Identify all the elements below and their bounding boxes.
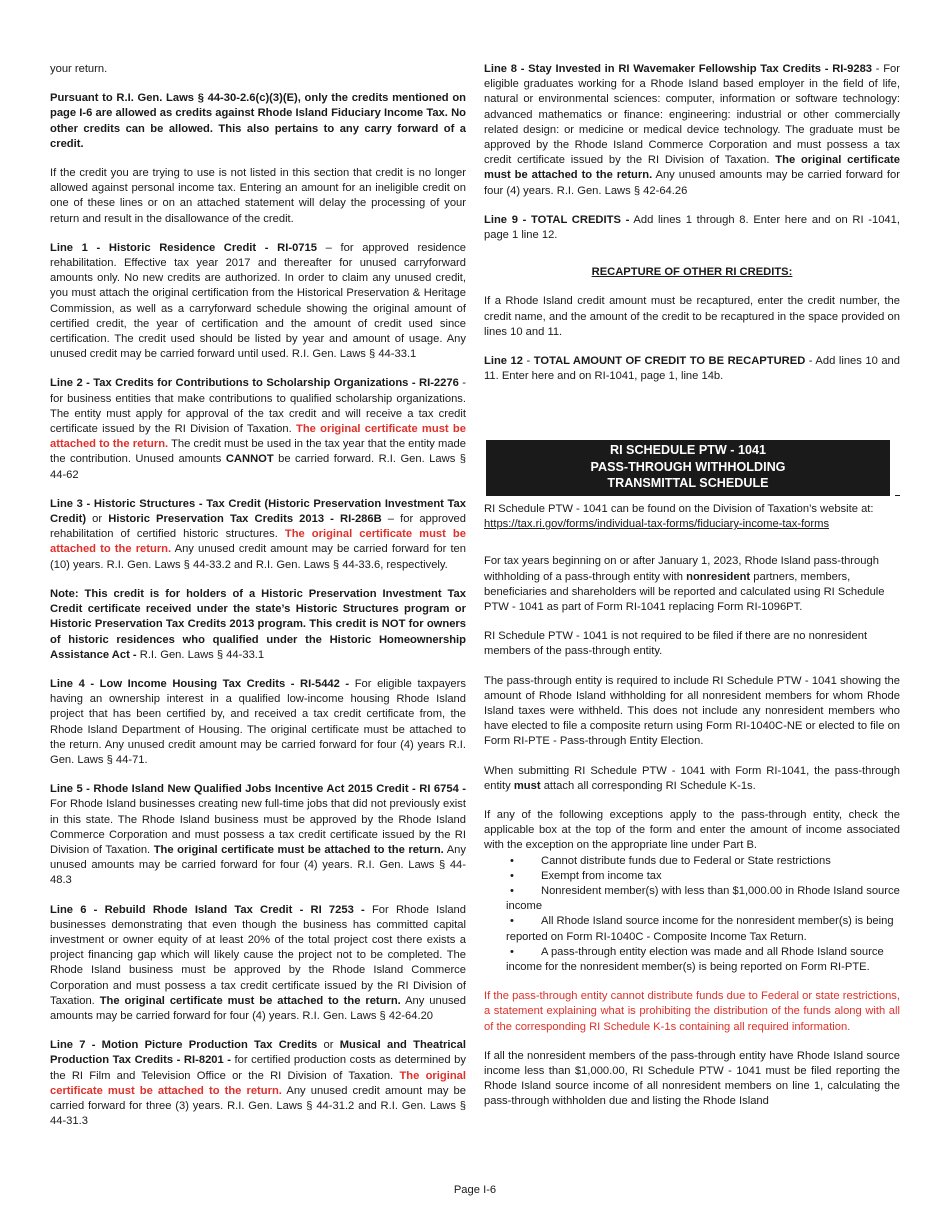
exception-text: A pass-through entity election was made and all Rhode Island source income for the nonresident member(s) is being reported on Form RI-PTE. <box>506 945 884 974</box>
exception-text: Cannot distribute funds due to Federal or State restrictions <box>541 854 831 867</box>
line-1-paragraph: Line 1 - Historic Residence Credit - RI-0715 – for approved residence rehabilitation. Effective tax year 2017 and thereafter for unused carryforward amounts only. No new credits are authorized. In order to claim any unused credit, you must attach the original certification from the Historical Preservation & Heritage Commission, as well as a carryforward schedule showing the original amount of certified credit, the year of certification and the amount of credit used since certification. The credit used should be listed by year and amount of usage. Any unused credit may be carried forward until used. R.I. Gen. Laws § 44-33.1 <box>50 241 467 361</box>
pursuant-paragraph: Pursuant to R.I. Gen. Laws § 44-30-2.6(c)(3)(E), only the credits mentioned on page I-6 are allowed as credits against Rhode Island Fiduciary Income Tax. No other credits can be allowed. This also pertains to any carry forward of a credit. <box>50 92 466 150</box>
exceptions-paragraph: If any of the following exceptions apply to the pass-through entity, check the applicable box at the top of the form and enter the amount of income associated with the exception on the appropriate line under Part B. <box>484 809 900 852</box>
bullet-mark: • <box>510 945 514 958</box>
page-number: Page I-6 <box>453 1184 497 1196</box>
exception-item <box>484 869 900 884</box>
line-12-paragraph: Line 12 - TOTAL AMOUNT OF CREDIT TO BE RECAPTURED - Add lines 10 and 11. Enter here and on RI-1041, page 1, line 14b. <box>484 355 900 383</box>
exceptions-list <box>484 854 900 976</box>
under-1000-paragraph: If all the nonresident members of the pass-through entity have Rhode Island source income less than $1,000.00, RI Schedule PTW - 1041 must be filed reporting the Rhode Island source income of all nonresident members on line 1, calculating the pass-through withholden due and listing the Rhode Island <box>484 1049 900 1108</box>
line-4-paragraph: Line 4 - Low Income Housing Tax Credits - RI-5442 - For eligible taxpayers having an ownership interest in a qualified low-income housing Rhode Island project that has been certified by, and received a tax credit certificate from, the Rhode Island Department of Housing. The original certificate must be attached to the return. Any unused credit amount may be carried forward for four (4) years R.I. Gen. Laws § 44-71. <box>50 677 466 766</box>
exception-item <box>484 914 900 944</box>
exception-text: Exempt from income tax <box>541 869 662 882</box>
banner-tick-mark <box>895 495 900 496</box>
website-paragraph: RI Schedule PTW - 1041 can be found on the Division of Taxation’s website at: https://tax.ri.gov/forms/individual-tax-forms/fiduciary-income-tax-forms <box>484 502 874 531</box>
exception-text: All Rhode Island source income for the nonresident member(s) is being reported on Form RI-1040C - Composite Income Tax Return. <box>506 915 894 943</box>
recapture-paragraph: If a Rhode Island credit amount must be recaptured, enter the credit number, the credit name, and the amount of the credit to be recaptured in the space provided on lines 10 and 11. <box>484 295 900 338</box>
red-distribution-paragraph: If the pass-through entity cannot distribute funds due to Federal or state restrictions, a statement explaining what is prohibiting the distribution of the funds along with all of the corresponding RI Schedule K-1s containing all required information. <box>484 990 900 1033</box>
bullet-mark: • <box>510 915 514 928</box>
line-7-paragraph: Line 7 - Motion Picture Production Tax Credits or Musical and Theatrical Production Tax Credits - RI-8201 - for certified production costs as determined by the RI Film and Television Office or the RI Division of Taxation. The original certificate must be attached to the return. Any unused credit amount may be carried forward for three (3) years. R.I. Gen. Laws § 44-31.2 and R.I. Gen. Laws § 44-31.3 <box>50 1039 466 1128</box>
left-column <box>50 62 466 1143</box>
right-column <box>484 62 900 1124</box>
line-8-paragraph: Line 8 - Stay Invested in RI Wavemaker Fellowship Tax Credits - RI-9283 - For eligible graduates working for a Rhode Island based employer in the field of life, natural or environmental sciences: computer, information or software technology: advanced mathematics or finance: engineering: industrial or other commercially related design: or medicine or medical device technology. The graduate must be approved by the Rhode Island Commerce Corporation and must possess a tax credit certificate issued by the RI Division of Taxation. The original certificate must be attached to the return. Any unused amounts may be carried forward for four (4) years. R.I. Gen. Laws § 42-64.26 <box>484 63 901 197</box>
line-5-paragraph: Line 5 - Rhode Island New Qualified Jobs Incentive Act 2015 Credit - RI 6754 - For Rhode Island businesses creating new full-time jobs that did not previously exist in this state. The Rhode Island business must be approved by the Rhode Island Commerce Corporation and must possess a tax credit certificate issued by the RI Division of Taxation. The original certificate must be attached to the return. Any unused amounts may be carried forward for four (4) years. R.I. Gen. Laws § 44-48.3 <box>50 783 467 887</box>
exception-item <box>484 945 900 975</box>
note-paragraph: Note: This credit is for holders of a Historic Preservation Investment Tax Credit certificate received under the state’s Historic Structures program or Historic Preservation Tax Credits 2013 program. This credit is NOT for owners of historic residences who qualified under the Historic Homeownership Assistance Act - R.I. Gen. Laws § 44-33.1 <box>50 587 466 661</box>
k1-paragraph: When submitting RI Schedule PTW - 1041 with Form RI-1041, the pass-through entity must attach all corresponding RI Schedule K-1s. <box>484 764 900 792</box>
include-schedule-paragraph: The pass-through entity is required to include RI Schedule PTW - 1041 showing the amount of Rhode Island withholding for all nonresident members for whom Rhode Island taxes were withheld. This does not include any nonresident members who have elected to file a composite return using Form RI-1040C-NE or elected to file on Form RI-PTE - Pass-through Entity Election. <box>484 674 901 748</box>
ptw-intro-paragraph: For tax years beginning on or after January 1, 2023, Rhode Island pass-through withholding of a pass-through entity with nonresident partners, members, beneficiaries and shareholders will be reported and calculated using RI Schedule PTW - 1041 as part of Form RI-1041 replacing Form RI-1096PT. <box>484 555 885 613</box>
continued-text: your return. <box>50 63 108 75</box>
exception-item <box>484 884 900 914</box>
not-required-paragraph: RI Schedule PTW - 1041 is not required to be filed if there are no nonresident members of the pass-through entity. <box>484 630 868 658</box>
exception-item <box>484 854 900 869</box>
bullet-mark: • <box>510 869 514 882</box>
banner-line-1: RI SCHEDULE PTW - 1041 <box>609 443 767 458</box>
line-3-paragraph: Line 3 - Historic Structures - Tax Credit (Historic Preservation Investment Tax Credit) or Historic Preservation Tax Credits 2013 - RI-286B – for approved rehabilitation of certified historic structures. The original certificate must be attached to the return. Any unused credit amount may be carried forward for ten (10) years. R.I. Gen. Laws § 44-33.2 and R.I. Gen. Laws § 44-33.6, respectively. <box>50 497 466 571</box>
line-6-paragraph: Line 6 - Rebuild Rhode Island Tax Credit - RI 7253 - For Rhode Island businesses demonstrating that even though the business has committed capital investment or owner equity of at least 20% of the total project cost there exists a project financing gap which will likely cause the project not to be completed. The Rhode Island business must be approved by the Rhode Island Commerce Corporation and must possess a tax credit certificate issued by the RI Division of Taxation. The original certificate must be attached to the return. Any unused amounts may be carried forward for four (4) years. R.I. Gen. Laws § 42-64.20 <box>50 903 466 1022</box>
exception-text: Nonresident member(s) with less than $1,000.00 in Rhode Island source income <box>506 885 900 913</box>
ptw-section-banner <box>486 440 890 496</box>
not-listed-paragraph: If the credit you are trying to use is not listed in this section that credit is no longer allowed against personal income tax. Entering an amount for an ineligible credit on one of these lines or on an attached statement will delay the processing of your return and result in the disallowance of the credit. <box>50 167 466 225</box>
recapture-heading: RECAPTURE OF OTHER RI CREDITS: <box>591 266 793 279</box>
line-2-paragraph: Line 2 - Tax Credits for Contributions to Scholarship Organizations - RI-2276 - for business entities that make contributions to qualified scholarship organizations. The entity must apply for approval of the tax credit and will receive a tax credit certificate issued by the RI Division of Taxation. The original certificate must be attached to the return. The credit must be used in the tax year that the entity made the contribution. Unused amounts CANNOT be carried forward. R.I. Gen. Laws § 44-62 <box>50 377 467 481</box>
fiduciary-forms-link[interactable]: https://tax.ri.gov/forms/individual-tax-forms/fiduciary-income-tax-forms <box>484 518 830 531</box>
bullet-mark: • <box>510 854 514 867</box>
line-9-paragraph: Line 9 - TOTAL CREDITS - Add lines 1 through 8. Enter here and on RI -1041, page 1 line 12. <box>484 213 900 242</box>
bullet-mark: • <box>510 885 514 898</box>
banner-line-3: TRANSMITTAL SCHEDULE <box>607 476 769 491</box>
banner-line-2: PASS-THROUGH WITHHOLDING <box>590 459 786 474</box>
